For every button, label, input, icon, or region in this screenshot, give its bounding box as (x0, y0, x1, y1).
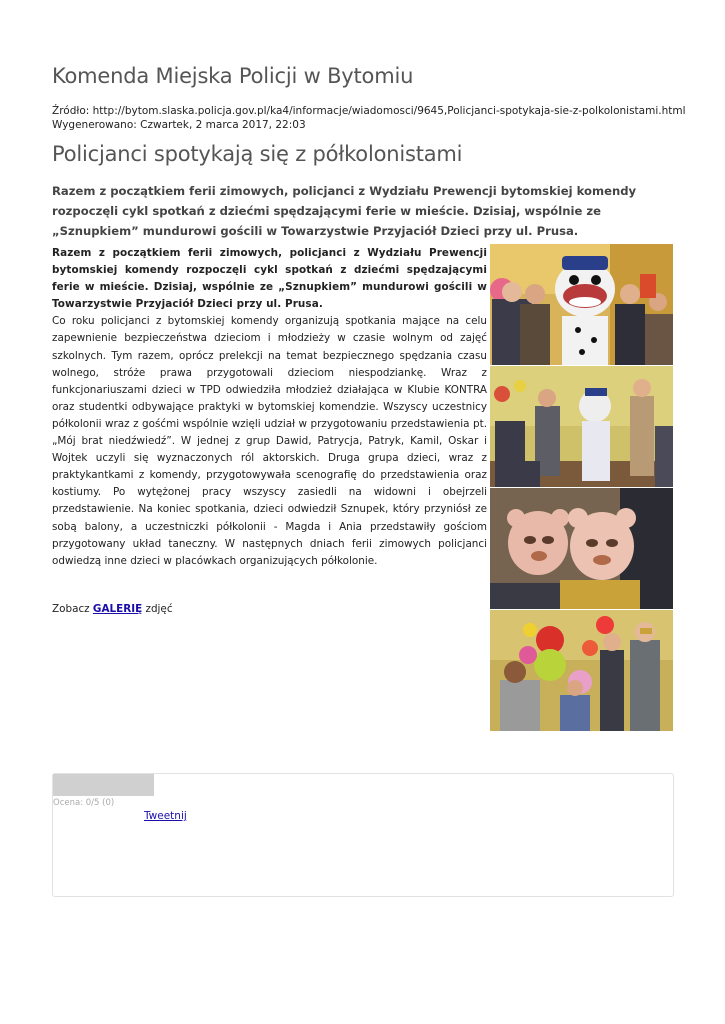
site-title: Komenda Miejska Policji w Bytomiu (52, 64, 414, 88)
gallery-suffix: zdjęć (145, 603, 173, 615)
photo-column (490, 244, 673, 732)
photo-balloons[interactable] (490, 610, 673, 731)
article-body (52, 245, 487, 570)
meta-info (52, 104, 686, 132)
rating-stars-bar[interactable] (53, 774, 154, 796)
gallery-link[interactable]: GALERIĘ (92, 603, 143, 615)
gallery-prefix: Zobacz (52, 603, 90, 615)
gallery-line (52, 603, 173, 615)
article-title: Policjanci spotykają się z półkolonistami (52, 142, 463, 166)
photo-classroom-mascot[interactable] (490, 366, 673, 487)
source-url: Źródło: http://bytom.slaska.policja.gov.pl/ka4/informacje/wiadomosci/9645,Policjanci-spotykaja-sie-z-polkolonistami.html (52, 105, 686, 117)
body-intro: Razem z początkiem ferii zimowych, policjanci z Wydziału Prewencji bytomskiej komendy rozpoczęli cykl spotkań z dziećmi spędzającymi ferie w mieście. Dzisiaj, wspólnie ze „Sznupkiem” mundurowi gościli w Towarzystwie Przyjaciół Dzieci przy ul. Prusa. (52, 247, 487, 311)
body-text: Co roku policjanci z bytomskiej komendy organizują spotkania mające na celu zapewnienie bezpieczeństwa dzieciom i młodzieży w czasie wolnym od zajęć szkolnych. Tym razem, oprócz prelekcji na temat bezpiecznego spędzania czasu wolnego, stróże prawa przygotowali dzieciom niespodziankę. Wraz z funkcjonariuszami dzieci w TPD odwiedziła młodzież działająca w Klubie KONTRA oraz studentki odbywające praktyki w bytomskiej komendzie. Wszyscy uczestnicy półkolonii wraz z gośćmi wspólnie wzięli udział w przygotowaniu przedstawienia pt. „Mój brat niedźwiedź”. W jednej z grup Dawid, Patrycja, Patryk, Kamil, Oskar i Wojtek uczyli się wyznaczonych ról aktorskich. Druga grupa dzieci, wraz z praktykantkami z komendy, przygotowywała scenografię do przedstawienia oraz kostiumy. Po wytężonej pracy wszyscy zasiedli na widowni i obejrzeli przedstawienie. Na koniec spotkania, dzieci odwiedził Sznupek, który przyniósł ze sobą balony, a uczestniczki półkolonii - Magda i Ania przedstawiły gościom przygotowany układ taneczny. W następnych dniach ferii zimowych policjanci odwiedzą inne dzieci w placówkach organizujących półkolonie. (52, 315, 487, 567)
tweet-link[interactable]: Tweetnij (144, 810, 187, 822)
article-lead: Razem z początkiem ferii zimowych, policjanci z Wydziału Prewencji bytomskiej komendy rozpoczęli cykl spotkań z dziećmi spędzającymi ferie w mieście. Dzisiaj, wspólnie ze „Sznupkiem” mundurowi gościli w Towarzystwie Przyjaciół Dzieci przy ul. Prusa. (52, 184, 637, 238)
rating-box (52, 773, 674, 897)
photo-bear-masks[interactable] (490, 488, 673, 609)
generated-date: Wygenerowano: Czwartek, 2 marca 2017, 22:03 (52, 119, 306, 131)
photo-mascot-children[interactable] (490, 244, 673, 365)
rating-text: Ocena: 0/5 (0) (53, 798, 115, 808)
